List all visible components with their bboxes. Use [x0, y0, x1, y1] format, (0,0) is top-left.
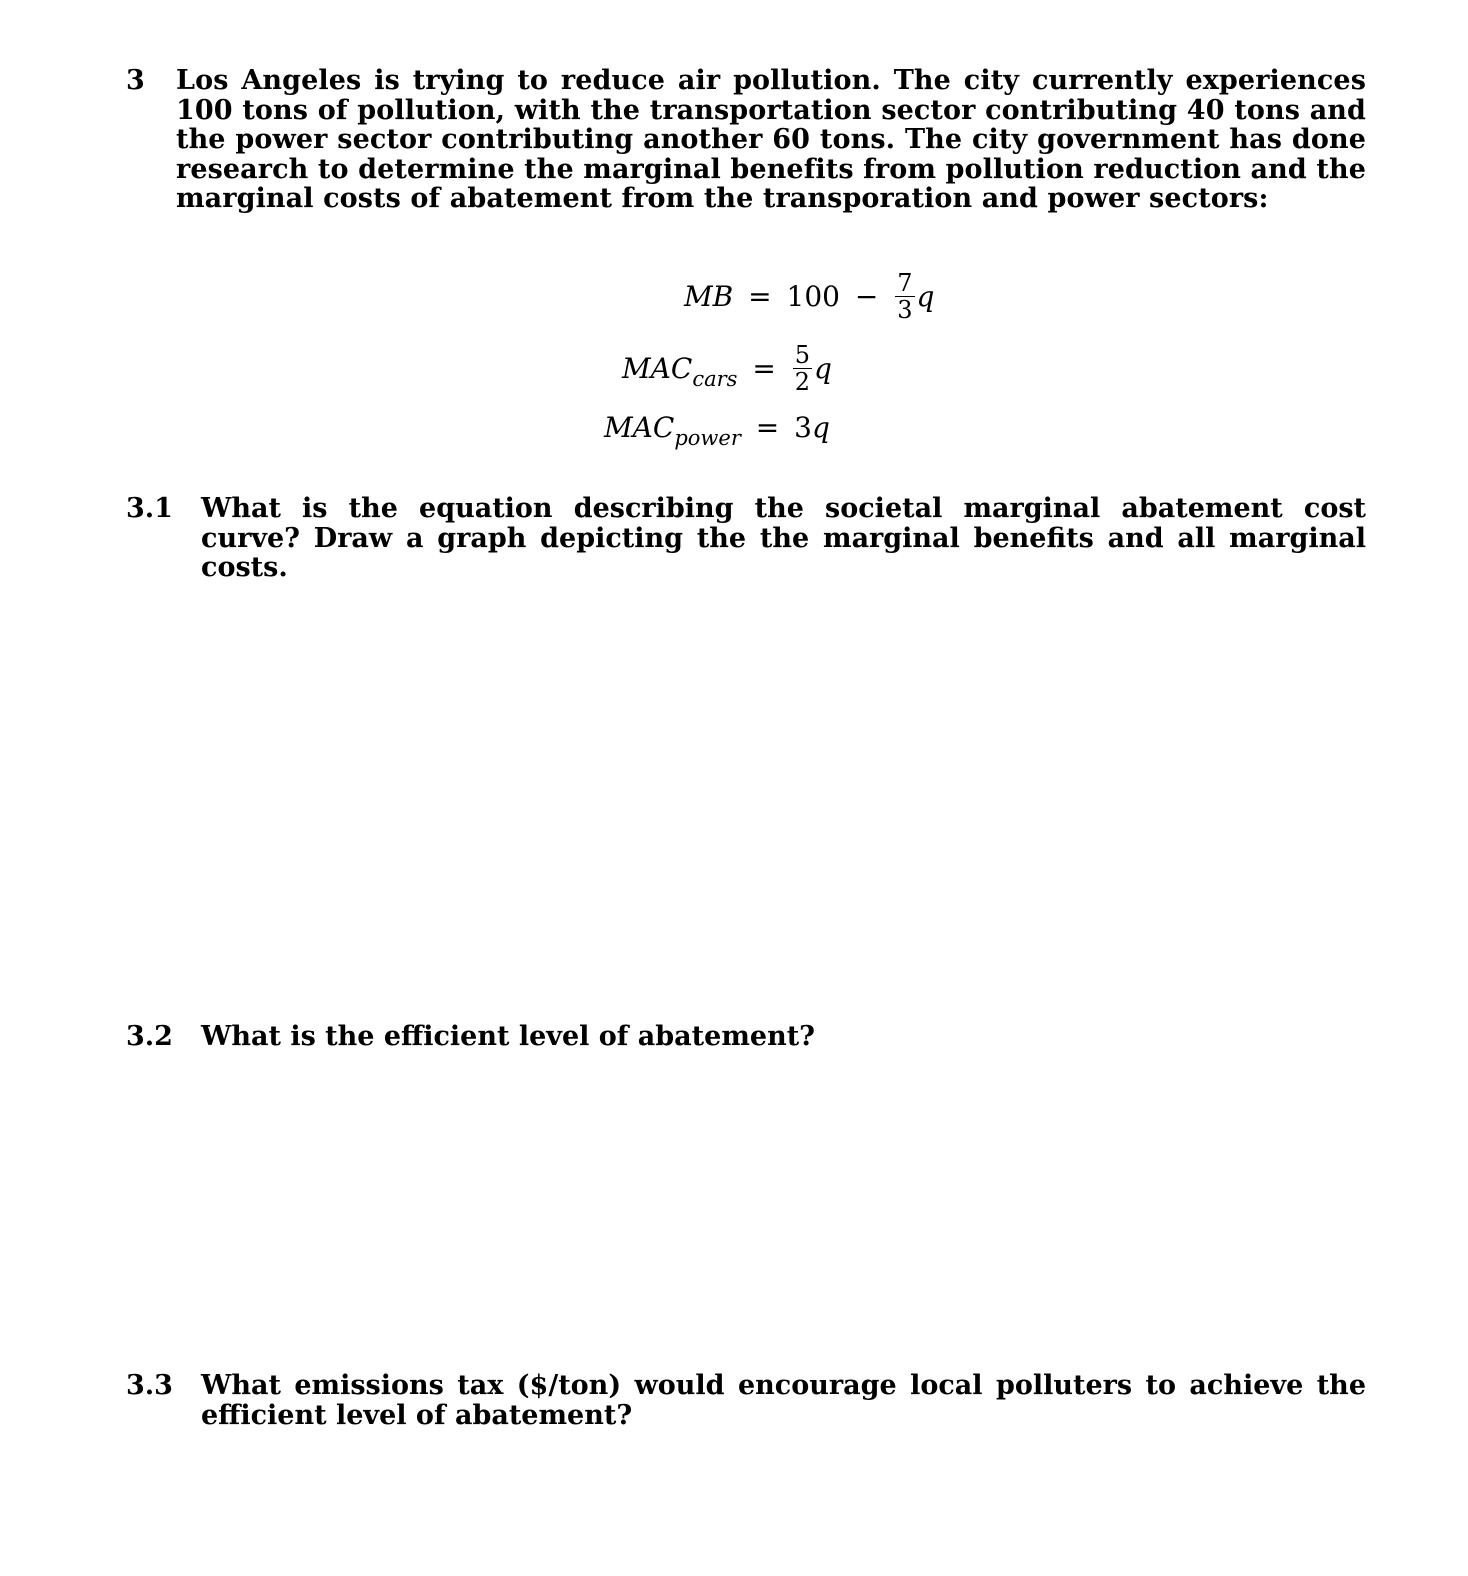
mac-cars-equals: =	[752, 352, 776, 385]
equation-mb	[684, 269, 935, 325]
answer-space-3-2	[0, 1060, 1468, 1370]
question-text: What emissions tax ($/ton) would encourage local polluters to achieve the efficient level of abatement?	[201, 1370, 1366, 1431]
mac-power-lhs: MAC	[604, 411, 675, 444]
mac-cars-lhs: MAC	[622, 352, 693, 385]
mb-constant: 100	[786, 280, 840, 313]
mac-cars-fraction	[793, 342, 812, 395]
problem-number: 3	[126, 65, 145, 96]
question-number: 3.3	[126, 1370, 173, 1401]
mb-equals: =	[748, 280, 772, 313]
answer-space-3-3	[0, 1440, 1468, 1570]
mb-fraction	[895, 270, 914, 323]
equation-mac-power	[604, 411, 830, 450]
mb-minus: −	[854, 280, 879, 313]
question-number: 3.1	[126, 493, 173, 524]
mb-fraction-numerator: 7	[897, 269, 913, 297]
mac-cars-fraction-numerator: 5	[794, 341, 810, 369]
mac-power-subscript: power	[674, 426, 741, 450]
mac-power-equals: =	[755, 411, 780, 444]
mb-variable: q	[916, 280, 935, 313]
question-text: What is the equation describing the societal marginal abatement cost curve? Draw a graph depicting the the marginal benefits and all marginal costs.	[201, 493, 1366, 583]
question-number: 3.2	[126, 1021, 173, 1052]
question-text: What is the efficient level of abatement?	[201, 1021, 815, 1052]
mac-power-coefficient: 3	[794, 411, 812, 444]
problem-statement: Los Angeles is trying to reduce air pollution. The city currently experiences 100 tons of pollution, with the transportation sector contributing 40 tons and the power sector contributing another 60 tons. The city government has done research to determine the marginal benefits from pollution reduction and the marginal costs of abatement from the transporation and power sectors:	[176, 65, 1366, 214]
equation-mac-cars	[622, 341, 832, 397]
answer-space-3-1	[0, 560, 1468, 1010]
mb-lhs: MB	[684, 280, 734, 313]
mac-cars-subscript: cars	[692, 367, 738, 391]
mb-fraction-denominator: 3	[897, 296, 913, 324]
mac-power-variable: q	[811, 411, 830, 444]
mac-cars-fraction-denominator: 2	[794, 368, 810, 396]
mac-cars-variable: q	[814, 352, 832, 385]
